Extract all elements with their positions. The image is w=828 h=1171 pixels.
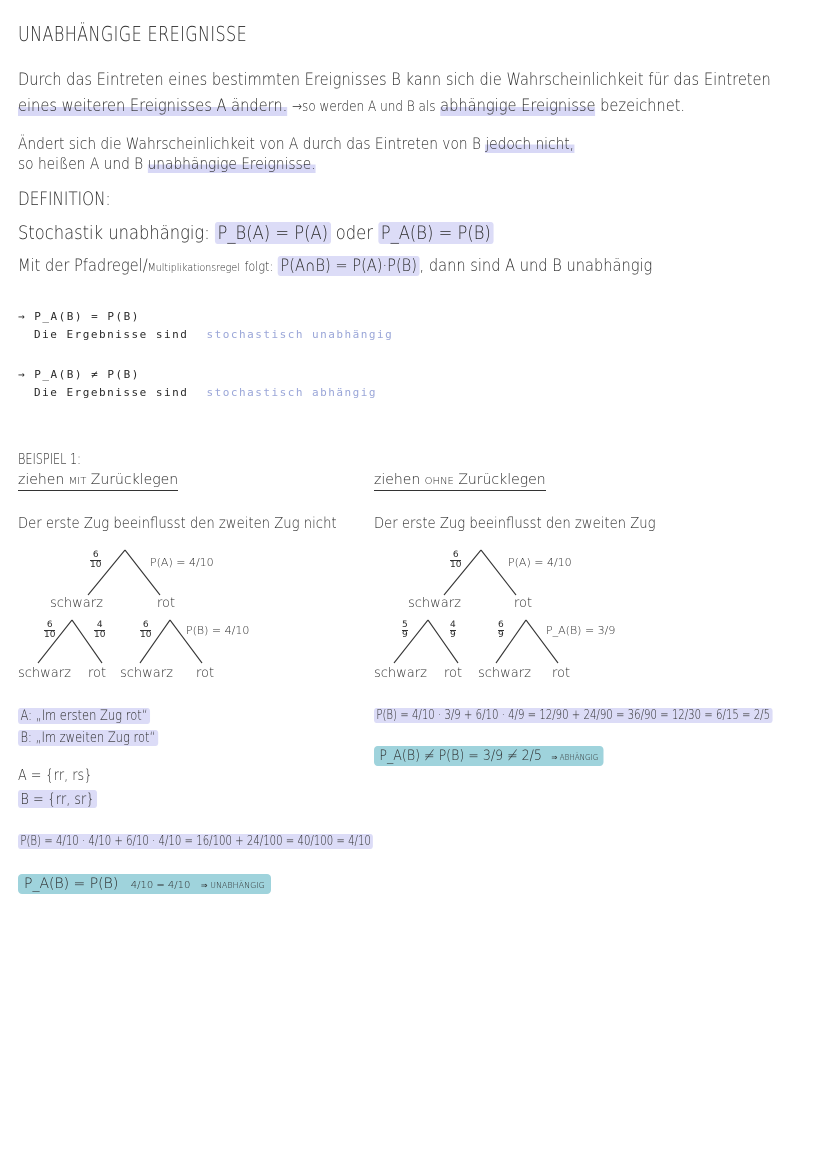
- right-prob-ss: $\frac{5}{9}$: [402, 620, 408, 640]
- right-subtitle-b: OHNE: [424, 476, 454, 487]
- right-subtitle-c: Zurücklegen: [453, 472, 546, 488]
- left-top-left-prob: $\frac{6}{10}$: [90, 550, 102, 570]
- left-prob-ss: $\frac{6}{10}$: [44, 620, 56, 640]
- left-branch-schwarz: schwarz: [50, 596, 103, 611]
- intro-text-3b: jedoch nicht,: [485, 134, 575, 153]
- right-prob-sr: $\frac{4}{9}$: [450, 620, 456, 640]
- left-event-b: B: „Im zweiten Zug rot“: [18, 730, 158, 746]
- intro-text-2d: bezeichnet.: [600, 96, 686, 116]
- right-leaf: schwarz: [374, 666, 427, 681]
- right-leaf: rot: [444, 666, 463, 681]
- right-top-left-prob: $\frac{6}{10}$: [450, 550, 462, 570]
- intro-text-2b: →so werden A und B als: [291, 99, 436, 115]
- intro-line-2: [18, 96, 685, 116]
- definition-text-2a: Mit der Pfadregel/: [18, 256, 148, 276]
- right-subtitle-a: ziehen: [374, 472, 425, 488]
- page-title: UNABHÄNGIGE EREIGNISSE: [18, 22, 248, 46]
- intro-text-4b: unabhängige Ereignisse.: [147, 154, 316, 173]
- right-branch-rot: rot: [514, 596, 533, 611]
- definition-text-1c: oder: [335, 222, 373, 244]
- left-subtitle-a: ziehen: [18, 472, 69, 488]
- rule-1-formula: → P_A(B) = P(B): [18, 310, 140, 323]
- intro-text-4a: so heißen A und B: [18, 154, 144, 173]
- left-set-b: B = {rr, sr}: [18, 790, 97, 808]
- definition-text-1a: Stochastik unabhängig:: [18, 222, 210, 244]
- right-tree-edge: [394, 620, 428, 663]
- left-subtitle: [18, 472, 178, 491]
- right-top-right-prob: P(A) = 4/10: [508, 556, 572, 569]
- rule-2-formula: → P_A(B) ≠ P(B): [18, 368, 140, 381]
- intro-line-1: [18, 70, 771, 90]
- left-subtitle-c: Zurücklegen: [86, 472, 179, 488]
- left-prob-rr: P(B) = 4/10: [186, 624, 250, 637]
- left-result-box: [18, 874, 271, 894]
- rule-2-result: stochastisch abhängig: [206, 386, 378, 399]
- intro-text-2a: eines weiteren Ereignisses A ändern.: [18, 96, 288, 116]
- left-leaf: rot: [88, 666, 107, 681]
- right-result: [374, 748, 604, 764]
- definition-formula-pba: P_B(A) = P(A): [215, 222, 331, 244]
- rule-1-result: stochastisch unabhängig: [206, 328, 394, 341]
- left-result-c: ⇒ UNABHÄNGIG: [200, 881, 265, 890]
- intro-text-1: Durch das Eintreten eines bestimmten Ereignisses B kann sich die Wahrscheinlichkeit für das Eintreten: [18, 70, 771, 90]
- definition-text-2b: Multiplikationsregel: [147, 261, 240, 274]
- right-leaf: schwarz: [478, 666, 531, 681]
- left-leaf: rot: [196, 666, 215, 681]
- right-result-a: P_A(B) ≠ P(B) = 3/9 ≠ 2/5: [379, 748, 542, 764]
- left-prob-sr: $\frac{4}{10}$: [94, 620, 106, 640]
- right-calc: P(B) = 4/10 · 3/9 + 6/10 · 4/9 = 12/90 + 24/90 = 36/90 = 12/30 = 6/15 = 2/5: [374, 708, 772, 723]
- right-caption: Der erste Zug beeinflusst den zweiten Zug: [374, 514, 656, 532]
- intro-text-3a: Ändert sich die Wahrscheinlichkeit von A durch das Eintreten von B: [18, 134, 481, 153]
- left-branch-rot: rot: [157, 596, 176, 611]
- right-result-box: [374, 746, 604, 766]
- left-set-a: A = {rr, rs}: [18, 766, 93, 784]
- right-branch-schwarz: schwarz: [408, 596, 461, 611]
- left-top-right-prob: P(A) = 4/10: [150, 556, 214, 569]
- rule-2-statement: Die Ergebnisse sind: [34, 386, 189, 399]
- rule-1-text: [34, 328, 393, 341]
- right-leaf: rot: [552, 666, 571, 681]
- left-calc: P(B) = 4/10 · 4/10 + 6/10 · 4/10 = 16/100 + 24/100 = 40/100 = 4/10: [18, 834, 373, 849]
- right-prob-rr: P_A(B) = 3/9: [546, 624, 616, 637]
- definition-text-2c: folgt:: [244, 260, 274, 275]
- example-heading: BEISPIEL 1:: [18, 450, 81, 468]
- definition-product-rule: P(A∩B) = P(A)·P(B): [278, 256, 420, 276]
- left-prob-rs: $\frac{6}{10}$: [140, 620, 152, 640]
- right-subtitle: [374, 472, 546, 491]
- right-result-c: ⇒ ABHÄNGIG: [551, 753, 599, 762]
- rule-1-statement: Die Ergebnisse sind: [34, 328, 189, 341]
- left-caption: Der erste Zug beeinflusst den zweiten Zug nicht: [18, 514, 337, 532]
- right-prob-rs: $\frac{6}{9}$: [498, 620, 504, 640]
- definition-text-2e: , dann sind A und B unabhängig: [419, 256, 653, 276]
- left-leaf: schwarz: [18, 666, 71, 681]
- left-leaf: schwarz: [120, 666, 173, 681]
- definition-line-2: [18, 256, 652, 276]
- rule-2-text: [34, 386, 377, 399]
- intro-line-4: [18, 154, 316, 173]
- left-result-a: P_A(B) = P(B): [24, 876, 119, 892]
- intro-line-3: [18, 134, 574, 153]
- definition-line-1: [18, 222, 493, 244]
- intro-text-2c: abhängige Ereignisse: [440, 96, 596, 116]
- left-event-a: A: „Im ersten Zug rot“: [18, 708, 150, 724]
- definition-formula-pab: P_A(B) = P(B): [378, 222, 493, 244]
- left-result: [18, 876, 271, 892]
- definition-heading: DEFINITION:: [18, 188, 111, 210]
- left-subtitle-b: MIT: [68, 476, 87, 487]
- left-result-b: 4/10 = 4/10: [130, 880, 191, 891]
